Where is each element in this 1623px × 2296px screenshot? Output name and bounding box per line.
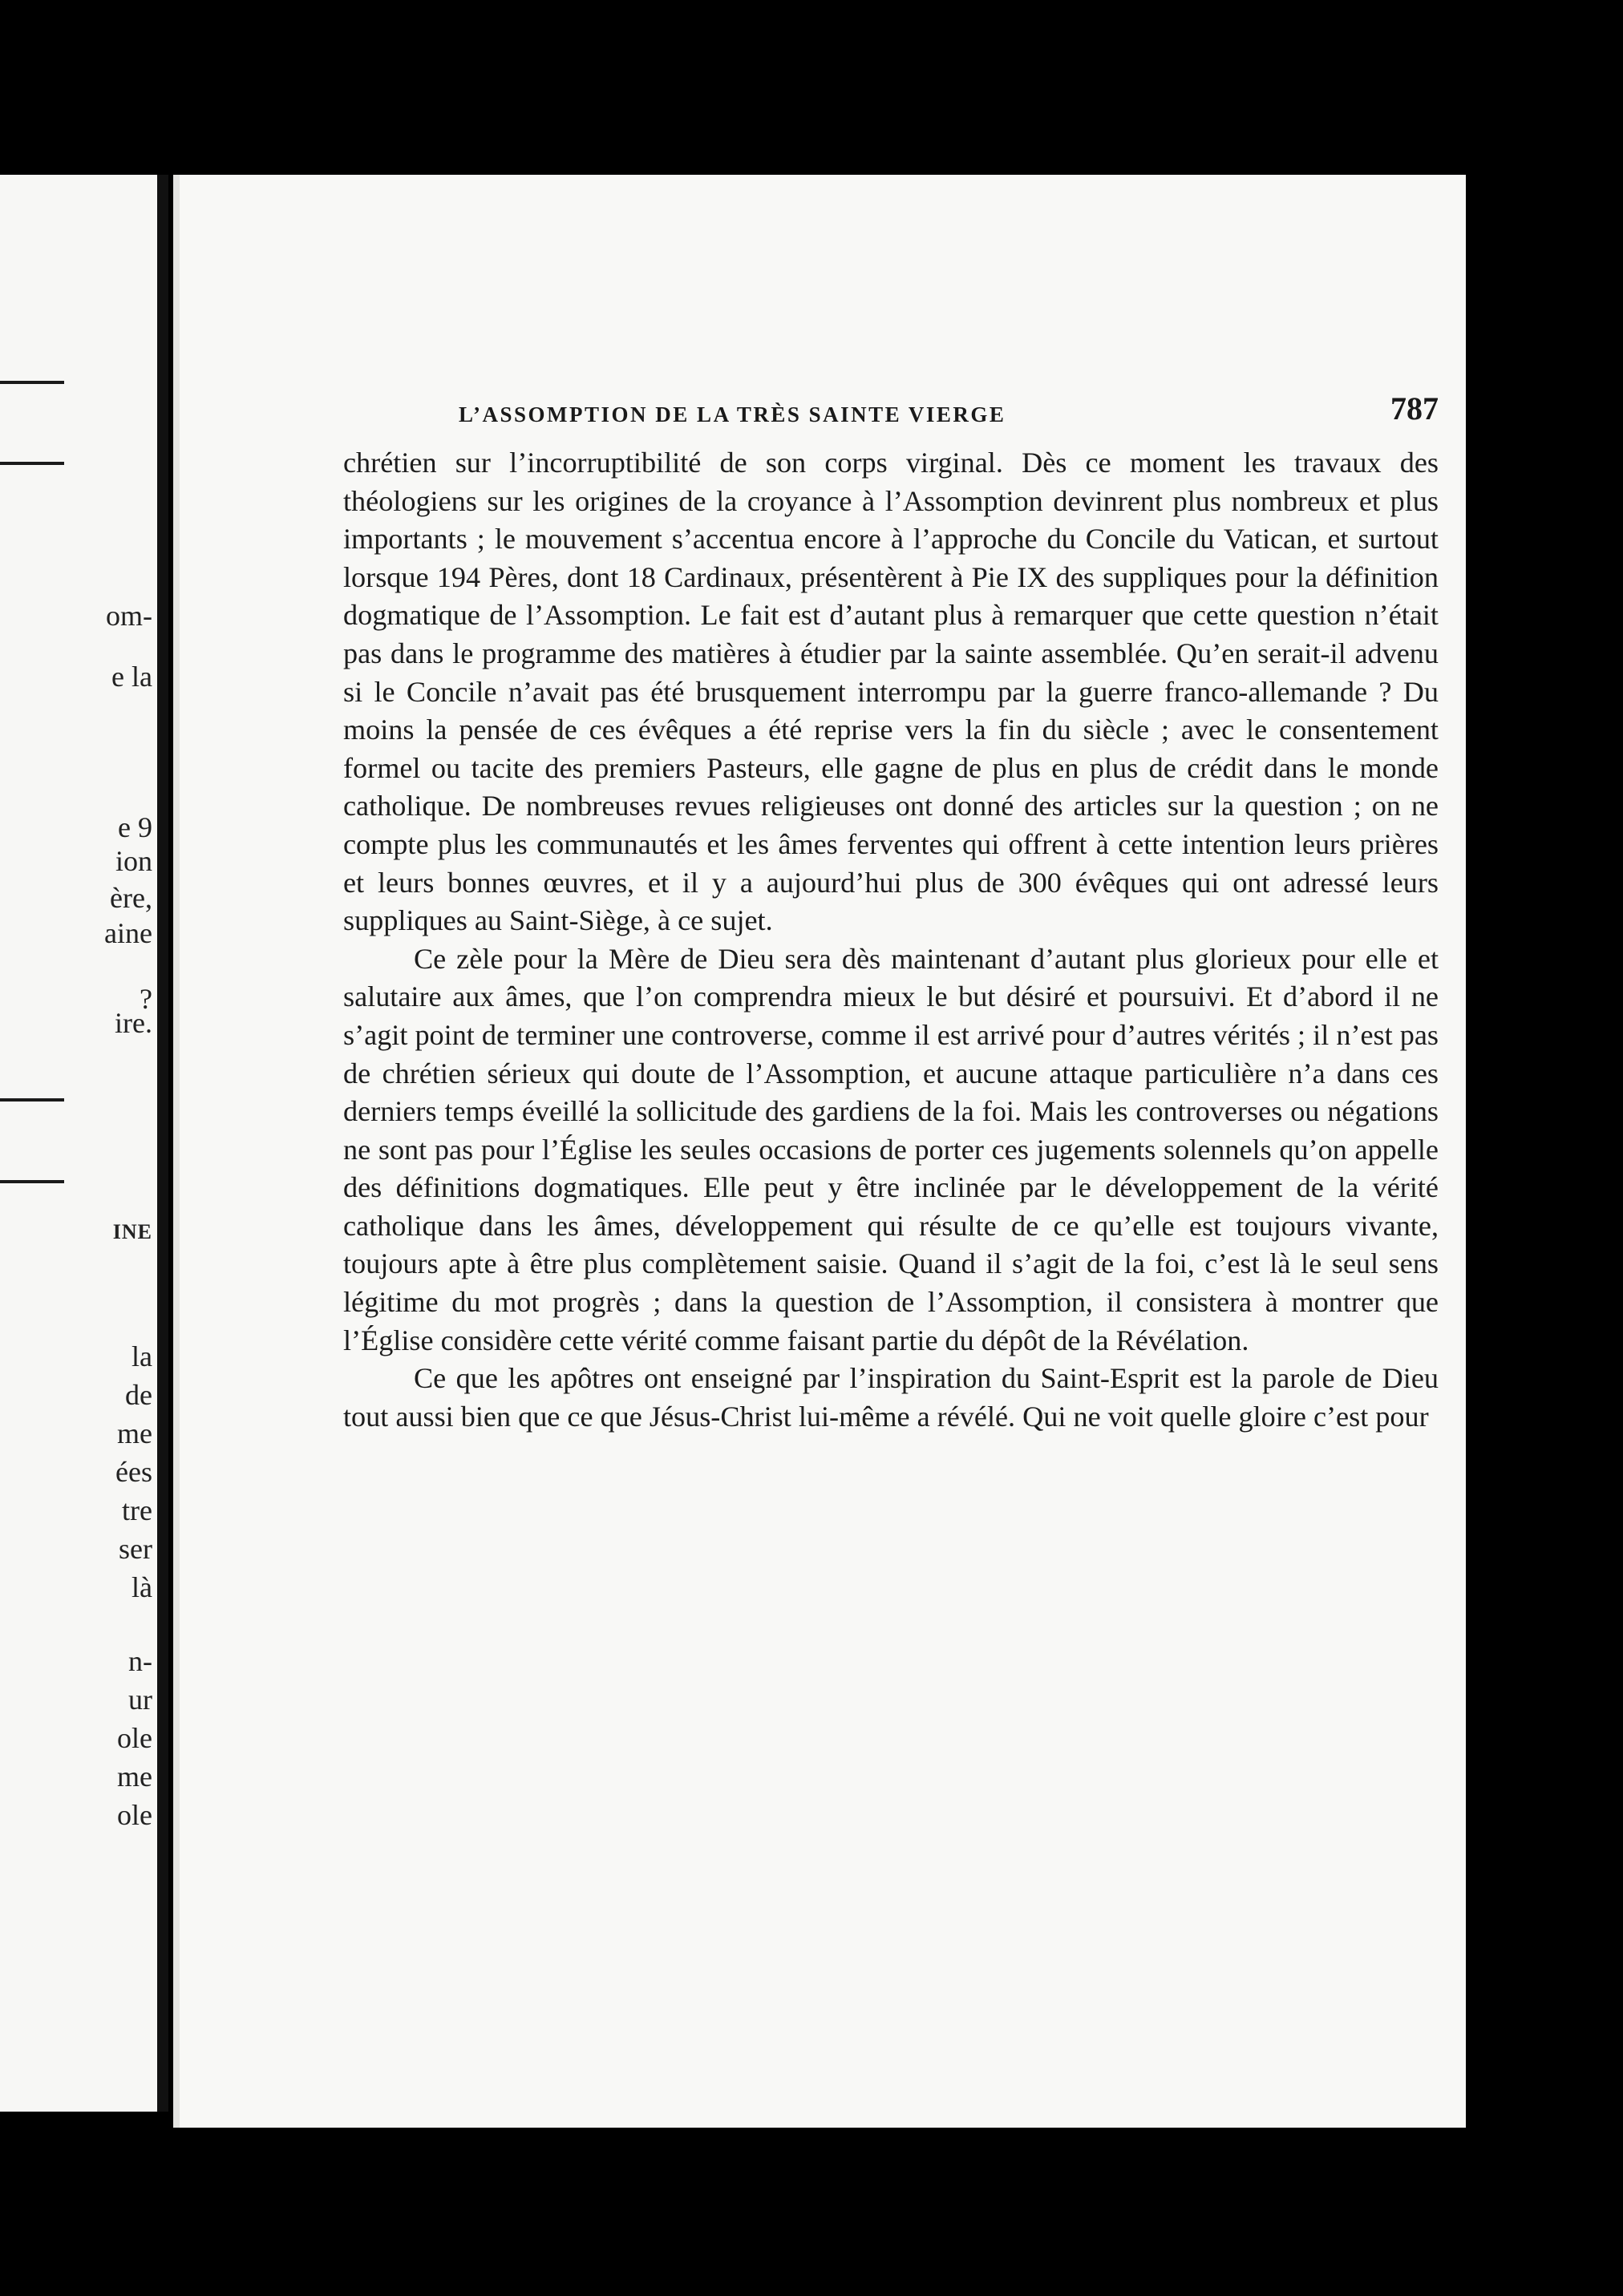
left-page-fragment: ire.: [115, 1007, 152, 1039]
paragraph: Ce zèle pour la Mère de Dieu sera dès maintenant d’autant plus glorieux pour elle et salutaire aux âmes, que l’on comprendra mieux le but désiré et poursuivi. Et d’abord il ne s’agit point de terminer une controverse, comme il est arrivé pour d’autres vérités ; il n’est pas de chrétien sérieux qui doute de l’Assomption, et aucune attaque particulière n’a dans ces derniers temps éveillé la sollicitude des gardiens de la foi. Mais les controverses ou négations ne sont pas pour l’Église les seules occasions de porter ces jugements solennels qu’on appelle des définitions dogmatiques. Elle peut y être inclinée par le développement de la vérité catholique dans les âmes, développement qui résulte de ce qu’elle est toujours vivante, toujours apte à être plus complètement saisie. Quand il s’agit de la foi, c’est là le seul sens légitime du mot progrès ; dans la question de l’Assomption, il consistera à montrer que l’Église considère cette vérité comme faisant partie du dépôt de la Révélation.: [343, 942, 1439, 1356]
left-page-fragment: ser: [119, 1533, 152, 1565]
left-page-fragment: n-: [128, 1645, 152, 1677]
left-page-fragment: de: [125, 1379, 152, 1411]
left-page-fragment: aine: [104, 917, 152, 949]
paragraph: Ce que les apôtres ont enseigné par l’inspiration du Saint-Esprit est la parole de Dieu tout aussi bien que ce que Jésus-Christ lui-même a révélé. Qui ne voit quelle gloire c’est pour: [343, 1362, 1439, 1433]
left-page-fragment: me: [117, 1417, 152, 1449]
left-page-fragment: e 9: [118, 811, 152, 843]
book-page: [173, 175, 1466, 2128]
left-page-fragment: me: [117, 1760, 152, 1793]
left-page-fragment: la: [132, 1340, 152, 1372]
left-page-fragment: ur: [128, 1684, 152, 1716]
left-page-fragment: là: [132, 1571, 152, 1603]
left-page-fragment: om-: [106, 600, 152, 632]
page-number: 787: [1390, 390, 1439, 426]
running-head: L’ASSOMPTION DE LA TRÈS SAINTE VIERGE: [459, 402, 1006, 426]
left-page-fragment: ole: [117, 1799, 152, 1831]
left-page-rule: [0, 381, 64, 384]
facing-page: [0, 175, 157, 2112]
left-page-rule: [0, 1098, 64, 1102]
left-page-fragment: ole: [117, 1722, 152, 1754]
paragraph: chrétien sur l’incorruptibilité de son corps virginal. Dès ce moment les travaux des théologiens sur les origines de la croyance à l’Assomption devinrent plus nombreux et plus importants ; le mouvement s’accentua encore à l’approche du Concile du Vatican, et surtout lorsque 194 Pères, dont 18 Cardinaux, présentèrent à Pie IX des suppliques pour la définition dogmatique de l’Assomption. Le fait est d’autant plus à remarquer que cette question n’était pas dans le programme des matières à étudier par la sainte assemblée. Qu’en serait-il advenu si le Concile n’avait pas été brusquement interrompu par la guerre franco-allemande ? Du moins la pensée de ces évêques a été reprise vers la fin du siècle ; avec le consentement formel ou tacite des premiers Pasteurs, elle gagne de plus en plus de crédit dans le monde catholique. De nombreuses revues religieuses ont donné des articles sur la question ; on ne compte plus les communautés et les âmes ferventes qui offrent à cette intention leurs prières et leurs bonnes œuvres, et il y a aujourd’hui plus de 300 évêques qui ont adressé leurs suppliques au Saint-Siège, à ce sujet.: [343, 447, 1439, 937]
book-spine: [157, 175, 168, 2112]
left-page-fragment: ?: [140, 983, 152, 1015]
left-page-fragment: e la: [111, 661, 152, 693]
left-page-fragment: ées: [115, 1456, 152, 1488]
page-edge: [173, 175, 180, 2128]
left-page-rule: [0, 1180, 64, 1183]
left-page-fragment: INE: [112, 1220, 152, 1243]
body-text: [343, 444, 1439, 1436]
page-header: [459, 385, 1439, 433]
left-page-fragment: ère,: [110, 882, 152, 914]
left-page-fragment: ion: [115, 845, 152, 877]
left-page-rule: [0, 462, 64, 465]
left-page-fragment: tre: [122, 1494, 152, 1526]
